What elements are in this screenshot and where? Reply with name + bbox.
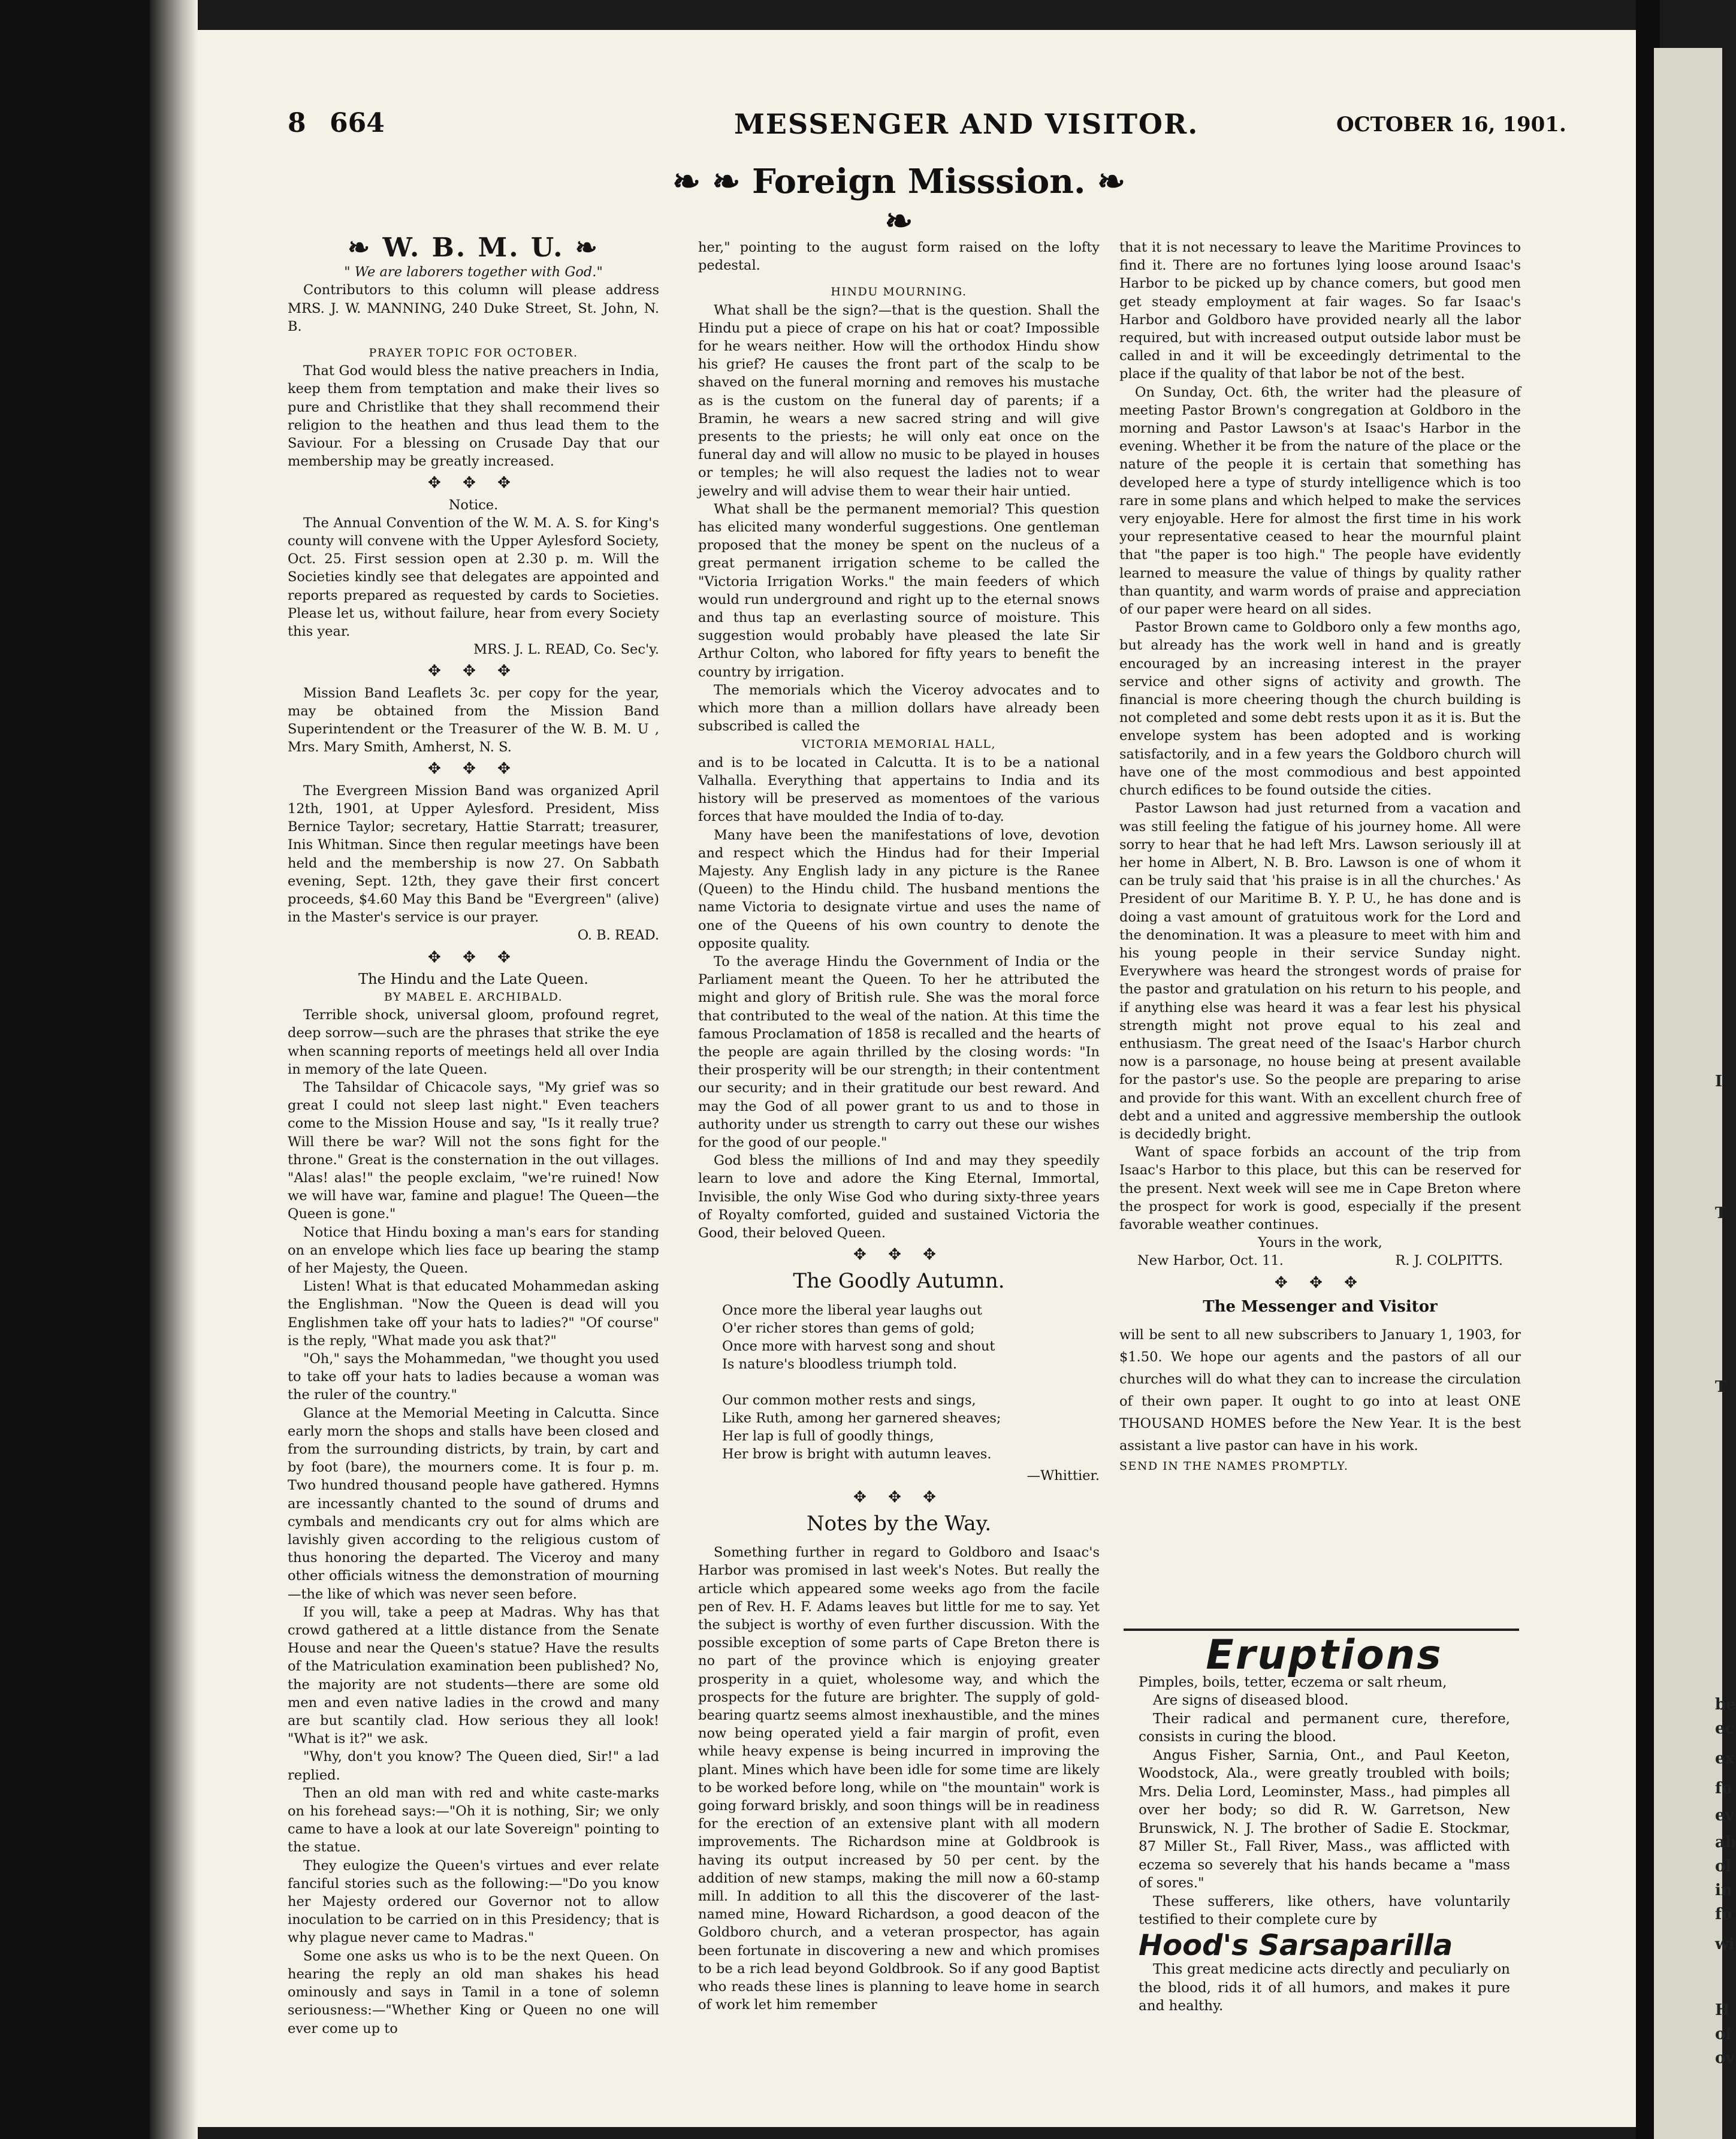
ad-line: Their radical and permanent cure, therefore, consists in curing the blood. <box>1139 1711 1510 1745</box>
hoods-sarsaparilla-ad <box>1139 1632 1510 2016</box>
subscription-text: will be sent to all new subscribers to January 1, 1903, for $1.50. We hope our agents and the pastors of all our churches will do what they can to increase the circulation of their own paper. It ought to go into at least ONE THOUSAND HOMES before the New Year. It is the best assistant a live pastor can have in his work. <box>1119 1327 1521 1454</box>
article-paragraph: "Why, don't you know? The Queen died, Sir!" a lad replied. <box>288 1749 659 1783</box>
poem-line: Her lap is full of goodly things, <box>722 1428 934 1444</box>
ad-brand: Hood's Sarsaparilla <box>1139 1928 1453 1962</box>
signature-place: New Harbor, Oct. 11. <box>1137 1253 1284 1269</box>
masthead-title: MESSENGER AND VISITOR. <box>734 108 1199 140</box>
prayer-topic-heading: PRAYER TOPIC FOR OCTOBER. <box>369 346 578 360</box>
article-paragraph: Glance at the Memorial Meeting in Calcutta. Since early morn the shops and stalls have been closed and from the surrounding districts, by train, by cart and by foot (bare), the mourners come. It is four p. m. Two hundred thousand people have gathered. Hymns are incessantly chanted to the sound of drums and cymbals and mendicants cry out for alms which are lavishly given according to the religious custom of thus honoring the departed. The Viceroy and many other officials witness the demonstration of mourning—the like of which was never seen before. <box>288 1405 659 1602</box>
leaflets-text: Mission Band Leaflets 3c. per copy for the year, may be obtained from the Mission Band Superintendent or the Treasurer of the W. B. M. U , Mrs. Mary Smith, Amherst, N. S. <box>288 685 659 756</box>
notice-heading: Notice. <box>448 497 499 513</box>
poem-line: Is nature's bloodless triumph told. <box>722 1356 958 1372</box>
ad-line: Angus Fisher, Sarnia, Ont., and Paul Keeton, Woodstock, Ala., were greatly troubled with boils; Mrs. Delia Lord, Leominster, Mass., had pimples all over her body; so did R. W. Garretson, New Brunswick, N. J. The brother of Sadie E. Stockmar, 87 Miller St., Fall River, Mass., was afflicted with eczema so severely that his hands became a "mass of sores." <box>1139 1747 1510 1891</box>
article-paragraph: The memorials which the Viceroy advocates and to which more than a million dollars have already been subscribed is called the <box>698 682 1100 735</box>
facing-page-fragment: T <box>1715 1378 1727 1396</box>
ornament-divider: ✥ ✥ ✥ <box>1275 1273 1366 1292</box>
column-wbmu <box>288 232 659 2038</box>
article-paragraph: her," pointing to the august form raised on the lofty pedestal. <box>698 240 1100 274</box>
signature-name: R. J. COLPITTS. <box>1395 1253 1503 1269</box>
facing-page-fragment: of <box>1715 2025 1732 2043</box>
notes-paragraph: Pastor Brown came to Goldboro only a few months ago, but already has the work well in hand and is greatly encouraged by an increasing interest in the prayer service and other signs of activity and growth. The financial is more cheering though the church building is not completed and some debt rests upon it as it is. But the envelope system has been adopted and is working satisfactorily, and in a few years the Goldboro church will have one of the most commodious and best appointed church edifices to be found outside the cities. <box>1119 620 1521 799</box>
article-paragraph: God bless the millions of Ind and may they speedily learn to love and adore the King Eternal, Immortal, Invisible, the only Wise God who during sixty-three years of Royalty comforted, guided and sustained Victoria the Good, their beloved Queen. <box>698 1153 1100 1241</box>
ornament-divider: ✥ ✥ ✥ <box>428 662 519 681</box>
hindu-mourning-heading: HINDU MOURNING. <box>831 285 967 299</box>
poem-author: —Whittier. <box>1026 1467 1100 1484</box>
fleuron-icon: ❧ <box>564 232 599 263</box>
article-paragraph: and is to be located in Calcutta. It is to be a national Valhalla. Everything that appertains to India and its history will be preserved as momentoes of the various forces that have moulded the India of to-day. <box>698 754 1100 825</box>
wbmu-motto: " We are laborers together with God." <box>344 264 603 280</box>
facing-page-fragment: be <box>1715 1696 1736 1714</box>
poem-line: Like Ruth, among her garnered sheaves; <box>722 1410 1001 1426</box>
subscription-cta: SEND IN THE NAMES PROMPTLY. <box>1119 1459 1349 1473</box>
facing-page-fragment: ev <box>1715 1806 1734 1824</box>
section-title: ❧ ❧ Foreign Misssion. ❧ ❧ <box>672 162 1125 241</box>
ad-title: Eruptions <box>1206 1632 1443 1679</box>
article-paragraph: Then an old man with red and white caste-marks on his forehead says:—"Oh it is nothing, Sir; we only came to have a look at our late Sovereign" pointing to the statue. <box>288 1785 659 1856</box>
article-paragraph: To the average Hindu the Government of India or the Parliament meant the Queen. To her he attributed the might and glory of British rule. She was the moral force that contributed to the weal of the nation. At this time the famous Proclamation of 1858 is recalled and the hearts of the people are again thrilled by the closing words: "In their prosperity will be our strength; in their contentment our security; and in their gratitude our best reward. And may the God of all power grant to us and to those in authority under us strength to carry out these our wishes for the good of our people." <box>698 953 1100 1150</box>
notes-paragraph: Something further in regard to Goldboro and Isaac's Harbor was promised in last week's Notes. But really the article which appeared some weeks ago from the facile pen of Rev. H. F. Adams leaves but little for me to say. Yet the subject is worthy of even further discussion. With the possible exception of some parts of Cape Breton there is no part of the province which is enjoying greater prosperity in a quiet, wholesome way, and which the prospects for the future are brighter. The supply of gold-bearing quartz seems almost inexhaustible, and the mines now being operated yield a fair margin of profit, even while heavy expense is being incurred in improving the plant. Mines which have been idle for some time are likely to be worked before long, while on "the mountain" work is going forward briskly, and soon things will be in readiness for the erection of an extensive plant with all modern improvements. The Richardson mine at Goldbrook is having its output increased by 50 per cent. by the addition of new stamps, making the mill now a 60-stamp mill. In addition to all this the discoverer of the last-named mine, Howard Richardson, a good deacon of the Goldboro church, and a veteran prospector, has again been fortunate in discovering a new and which promises to be a rich lead beyond Goldbrook. So if any good Baptist who reads these lines is planning to leave home in search of work let him remember <box>698 1545 1100 2013</box>
notes-heading: Notes by the Way. <box>806 1511 992 1536</box>
article-paragraph: "Oh," says the Mohammedan, "we thought you used to take off your hats to ladies because a woman was the ruler of the country." <box>288 1351 659 1403</box>
article-paragraph: If you will, take a peep at Madras. Why has that crowd gathered at a little distance from the Senate House and near the Queen's statue? Have the results of the Matriculation examination been published? No, the majority are not students—there are some old men and even native ladies in the crowd and many are but scantily clad. How serious they all look! "What is it?" we ask. <box>288 1604 659 1747</box>
wbmu-heading: ❧ W. B. M. U. ❧ <box>348 232 599 263</box>
evergreen-signature: O. B. READ. <box>577 927 659 944</box>
facing-page-fragment: ov <box>1715 2049 1735 2067</box>
ornament-divider: ✥ ✥ ✥ <box>853 1488 944 1506</box>
prayer-topic: That God would bless the native preachers in India, keep them from temptation and make their lives so pure and Christlike that they shall recommend their religion to the heathen and thus lead them to the Saviour. For a blessing on Crusade Day that our membership may be greatly increased. <box>288 363 659 470</box>
notice-signature: MRS. J. L. READ, Co. Sec'y. <box>473 642 659 658</box>
notes-paragraph: Want of space forbids an account of the trip from Isaac's Harbor to this place, but this can be reserved for the present. Next week will see me in Cape Breton where the prospect for work is good, especially if the present favorable weather continues. <box>1119 1144 1521 1232</box>
facing-page-fragment: fo <box>1715 1780 1732 1797</box>
article-paragraph: What shall be the permanent memorial? This question has elicited many wonderful suggestions. One gentleman proposed that the money be spent on the nucleus of a great permanent irrigation scheme to be called the "Victoria Irrigation Works." the main feeders of which would run underground and right up to the eternal snows and thus tap an everlasting source of moisture. This suggestion would probably have pleased the late Sir Arthur Colton, who labored for fifty years to benefit the country by irrigation. <box>698 501 1100 680</box>
ad-line: Are signs of diseased blood. <box>1153 1693 1349 1708</box>
contributors-note: Contributors to this column will please address MRS. J. W. MANNING, 240 Duke Street, St. John, N. B. <box>288 282 659 334</box>
poem-line: Our common mother rests and sings, <box>722 1392 976 1408</box>
facing-page-fragment: ol <box>1715 1857 1732 1875</box>
facing-page-fragment: ec <box>1715 1720 1735 1738</box>
facing-page-fragment: T <box>1715 1204 1727 1222</box>
poem-line: Once more the liberal year laughs out <box>722 1302 982 1318</box>
column-hindu-mourning <box>698 238 1100 2014</box>
column-rule <box>1124 1629 1519 1631</box>
notes-paragraph: On Sunday, Oct. 6th, the writer had the pleasure of meeting Pastor Brown's congregation at Goldboro in the morning and Pastor Lawson's at Isaac's Harbor in the evening. Whether it be from the nature of the place or the nature of the people it is certain that something has developed here a type of sturdy intelligence which is too rare in some plans and which helped to make the services very enjoyable. Here for almost the first time in his work your representative ceased to hear the mournful plaint that "the paper is too high." The people have evidently learned to measure the value of things by quality rather than quantity, and warm words of praise and appreciation of our paper were heard on all sides. <box>1119 384 1521 618</box>
ad-line: This great medicine acts directly and peculiarly on the blood, rids it of all humors, and makes it pure and healthy. <box>1139 1962 1510 2014</box>
ornament-divider: ✥ ✥ ✥ <box>853 1246 944 1264</box>
poem-verses <box>722 1301 1100 1463</box>
poem-title: The Goodly Autumn. <box>793 1269 1005 1294</box>
poem-line: Once more with harvest song and shout <box>722 1338 995 1354</box>
article-paragraph: Notice that Hindu boxing a man's ears for standing on an envelope which lies face up bearing the stamp of her Majesty, the Queen. <box>288 1224 659 1276</box>
ornament-divider: ✥ ✥ ✥ <box>428 760 519 778</box>
ornament-divider: ✥ ✥ ✥ <box>428 474 519 493</box>
column-notes-continued <box>1119 238 1521 1475</box>
article-paragraph: What shall be the sign?—that is the question. Shall the Hindu put a piece of crape on his hat or coat? Impossible for he wears neither. How will the orthodox Hindu show his grief? He causes the front part of the scalp to be shaved on the funeral morning and removes his mustache as is the custom on the funeral day of parents; if a Bramin, he wears a new sacred string and will give presents to the priests; he will only eat once on the funeral day and will allow no music to be played in houses or temples; he will also request the ladies not to wear jewelry and will advise them to wear their hair untied. <box>698 302 1100 499</box>
facing-page-fragment: H <box>1715 2001 1730 2019</box>
fleuron-icon: ❧ ❧ <box>672 162 752 201</box>
article-paragraph: They eulogize the Queen's virtues and ever relate fanciful stories such as the following:—"Do you know her Majesty ordered our Governor not to allow inoculation to be carried on in this Presidency; that is why plague never came to Madras." <box>288 1857 659 1946</box>
fleuron-icon: ❧ ❧ <box>884 162 1125 241</box>
poem-line: Her brow is bright with autumn leaves. <box>722 1446 992 1462</box>
signature-line <box>1119 1252 1521 1270</box>
page-number: 664 <box>330 108 385 138</box>
closing-line: Yours in the work, <box>1258 1235 1382 1251</box>
gutter-shadow <box>150 0 198 2139</box>
article-heading: The Hindu and the Late Queen. <box>358 970 588 987</box>
notes-paragraph: that it is not necessary to leave the Maritime Provinces to find it. There are no fortunes lying loose around Isaac's Harbor to be picked up by chance comers, but good men get steady employment at fair wages. So far Isaac's Harbor and Goldboro have provided nearly all the labor required, but with increased output outside labor must be called in and it will be exceedingly detrimental to the place if the quality of that labor be not of the best. <box>1119 240 1521 382</box>
notice-text: The Annual Convention of the W. M. A. S. for King's county will convene with the Upper Aylesford Society, Oct. 25. First session open at 2.30 p. m. Will the Societies kindly see that delegates are appointed and reports prepared as requested by cards to Societies. Please let us, without failure, hear from every Society this year. <box>288 515 659 640</box>
facing-page-fragment: wi <box>1715 1935 1735 1953</box>
article-paragraph: The Tahsildar of Chicacole says, "My grief was so great I could not sleep last night." Even teachers come to the Mission House and say, "Is it really true? Will there be war? Will not the sons fight for the throne." Great is the consternation in the out villages. "Alas! alas!" the people exclaim, "we're ruined! Now we will have war, famine and plague! The Queen—the Queen is gone." <box>288 1079 659 1222</box>
ornament-divider: ✥ ✥ ✥ <box>428 948 519 966</box>
facing-page-fragment: I <box>1715 1072 1723 1090</box>
ad-line: These sufferers, like others, have voluntarily testified to their complete cure by <box>1139 1893 1510 1927</box>
poem-line <box>722 1373 1100 1391</box>
facing-page-fragment: fo <box>1715 1905 1732 1923</box>
book-binding <box>0 0 150 2139</box>
article-paragraph: Terrible shock, universal gloom, profound regret, deep sorrow—such are the phrases that strike the eye when scanning reports of meetings held all over India in memory of the late Queen. <box>288 1007 659 1077</box>
issue-date: OCTOBER 16, 1901. <box>1336 113 1566 137</box>
facing-page-fragment: ex <box>1715 1750 1735 1768</box>
article-paragraph: Listen! What is that educated Mohammedan asking the Englishman. "Now the Queen is dead will you Englishmen take off your hats to ladies?" "Of course" is the reply, "What made you ask that?" <box>288 1279 659 1349</box>
page-left-marker: 8 <box>288 108 306 138</box>
memorial-hall-label: VICTORIA MEMORIAL HALL, <box>801 738 997 751</box>
facing-page-fragment: ab <box>1715 1833 1736 1851</box>
ad-line: Pimples, boils, tetter, eczema or salt rheum, <box>1139 1674 1447 1690</box>
facing-page-edge <box>1654 48 1722 2139</box>
article-byline: BY MABEL E. ARCHIBALD. <box>384 990 563 1004</box>
evergreen-text: The Evergreen Mission Band was organized April 12th, 1901, at Upper Aylesford. President, Miss Bernice Taylor; secretary, Hattie Starratt; treasurer, Inis Whitman. Since then regular meetings have been held and the membership is now 27. On Sabbath evening, Sept. 12th, they gave their first concert proceeds, $4.60 May this Band be "Evergreen" (alive) in the Master's service is our prayer. <box>288 783 659 926</box>
facing-page-fragment: in <box>1715 1881 1732 1899</box>
notes-paragraph: Pastor Lawson had just returned from a vacation and was still feeling the fatigue of his journey home. All were sorry to hear that he had left Mrs. Lawson seriously ill at her home in Albert, N. B. Bro. Lawson is one of whom it can be truly said that 'his praise is in all the churches.' As President of our Maritime B. Y. P. U., he has done and is doing a vast amount of gratuitous work for the Lord and the denomination. It was a pleasure to meet with him and his young people in their service Sunday night. Everywhere was heard the strongest words of praise for the pastor and gratulation on his return to his people, and if anything else was heard it was a fear lest his physical strength might not prove equal to his zeal and enthusiasm. The great need of the Isaac's Harbor church now is a parsonage, no house being at present available for the pastor's use. So the people are preparing to arise and provide for this want. With an excellent church free of debt and a united and aggressive membership the outlook is decidedly bright. <box>1119 800 1521 1142</box>
article-paragraph: Many have been the manifestations of love, devotion and respect which the Hindus had for their Imperial Majesty. Any English lady in any picture is the Ranee (Queen) to the Hindu child. The husband mentions the name Victoria to designate virtue and uses the name of one of the Queens of his own country to denote the opposite quality. <box>698 827 1100 951</box>
poem-line: O'er richer stores than gems of gold; <box>722 1320 975 1336</box>
article-paragraph: Some one asks us who is to be the next Queen. On hearing the reply an old man shakes his head ominously and says in Tamil in a tone of solemn seriousness:—"Whether King or Queen no one will ever come up to <box>288 1948 659 2037</box>
fleuron-icon: ❧ <box>348 232 383 263</box>
subscription-heading: The Messenger and Visitor <box>1203 1297 1438 1316</box>
